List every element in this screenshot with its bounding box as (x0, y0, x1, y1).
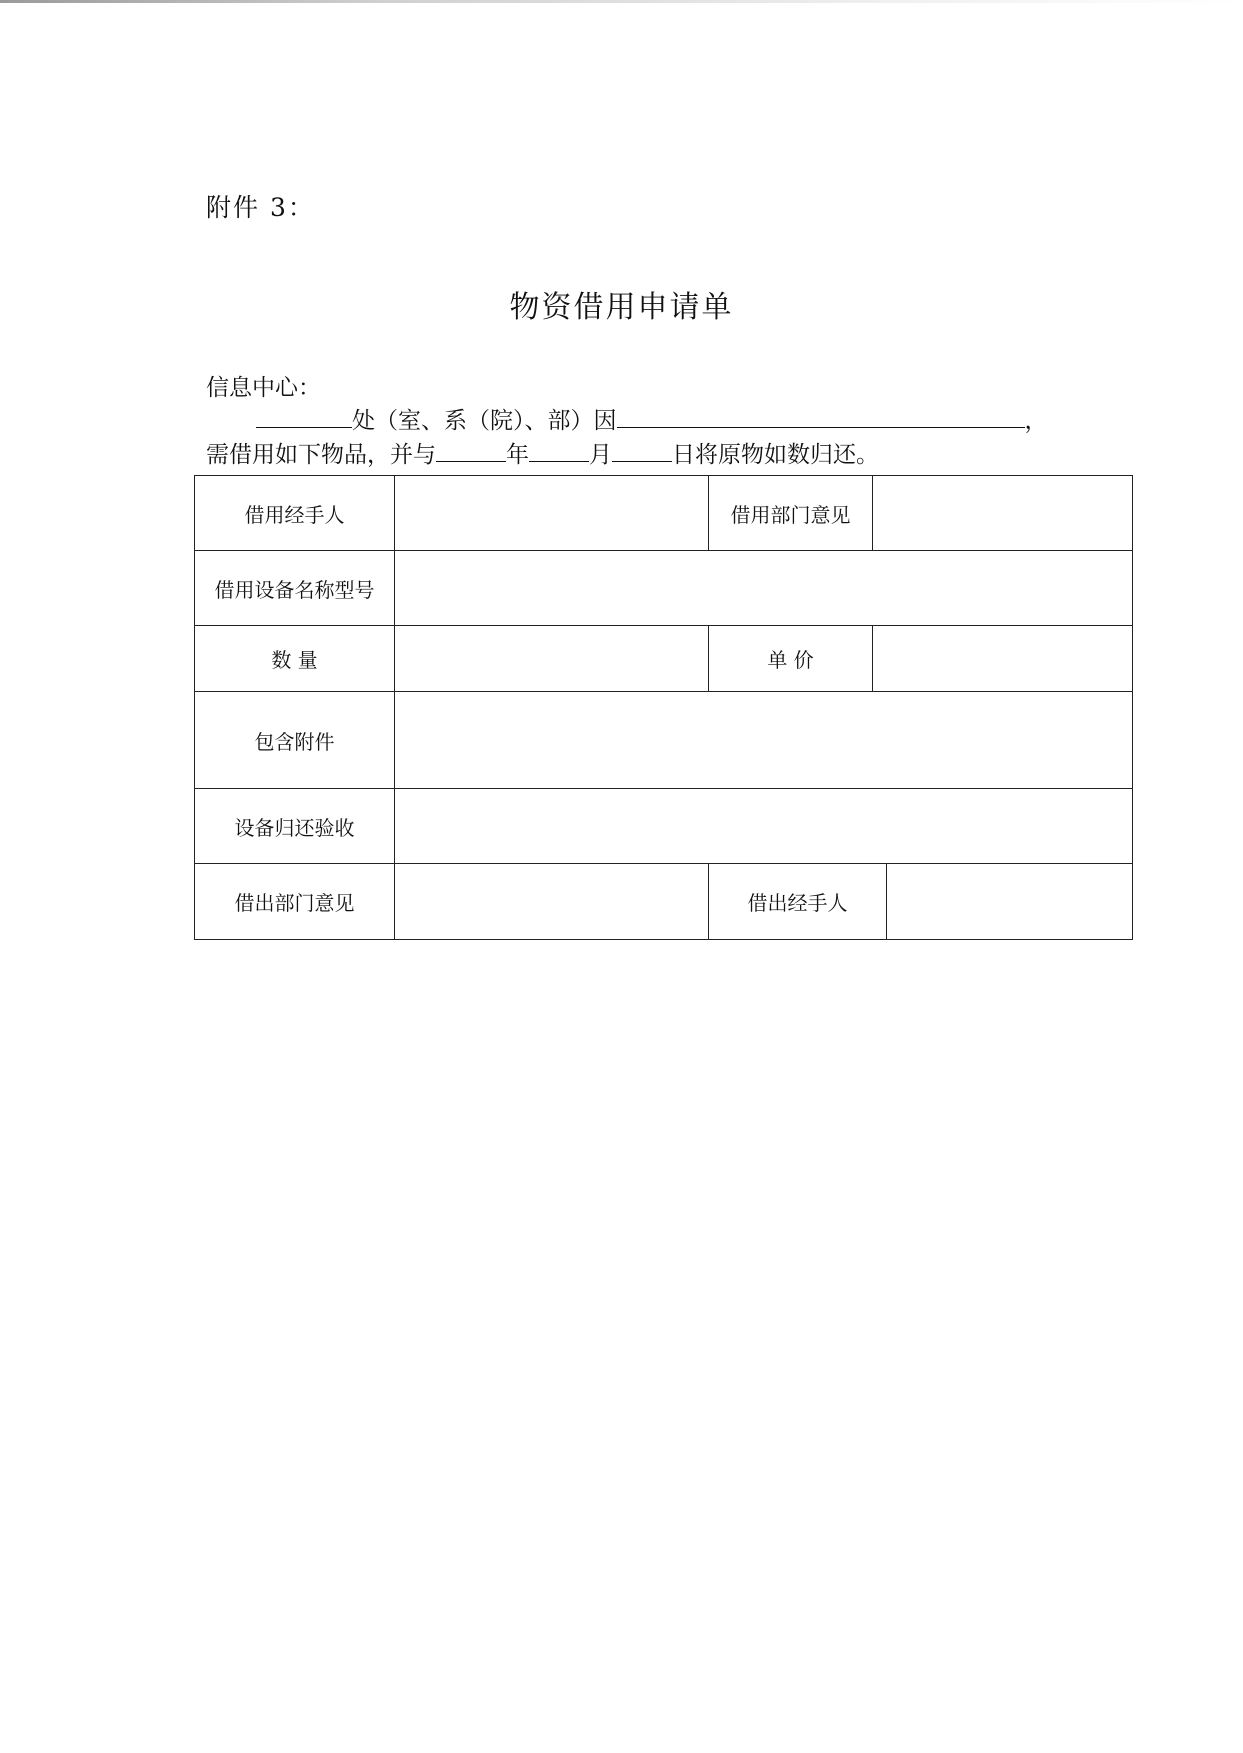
included-accessories-label: 包含附件 (195, 692, 395, 789)
included-accessories-field[interactable] (395, 692, 1133, 789)
month-blank[interactable] (529, 439, 589, 462)
borrower-handler-field[interactable] (395, 476, 709, 551)
addressee: 信息中心： (206, 375, 321, 401)
borrow-dept-opinion-field[interactable] (873, 476, 1133, 551)
department-blank[interactable] (256, 405, 352, 428)
return-acceptance-label: 设备归还验收 (195, 789, 395, 864)
table-row (195, 626, 1133, 692)
table-row (195, 789, 1133, 864)
lender-handler-label: 借出经手人 (709, 864, 887, 940)
quantity-label: 数 量 (195, 626, 395, 692)
return-suffix-text: 日将原物如数归还。 (672, 442, 879, 468)
year-text: 年 (506, 442, 529, 468)
lending-dept-opinion-field[interactable] (395, 864, 709, 940)
table-row (195, 692, 1133, 789)
unit-price-label: 单 价 (709, 626, 873, 692)
dept-suffix-text: 处（室、系（院）、部）因 (352, 408, 617, 434)
device-name-model-field[interactable] (395, 551, 1133, 626)
device-name-model-label: 借用设备名称型号 (195, 551, 395, 626)
attachment-label: 附件 3： (206, 193, 315, 222)
year-blank[interactable] (436, 439, 506, 462)
borrow-form-table (194, 475, 1133, 940)
quantity-field[interactable] (395, 626, 709, 692)
return-date-line (206, 436, 879, 469)
scan-edge-shadow (0, 0, 1243, 3)
page-title: 物资借用申请单 (509, 290, 734, 325)
borrow-dept-opinion-label: 借用部门意见 (709, 476, 873, 551)
reason-end-comma: ， (1024, 408, 1048, 434)
table-row (195, 551, 1133, 626)
table-row (195, 864, 1133, 940)
reason-blank[interactable] (617, 405, 1025, 428)
lending-dept-opinion-label: 借出部门意见 (195, 864, 395, 940)
unit-price-field[interactable] (873, 626, 1133, 692)
borrower-handler-label: 借用经手人 (195, 476, 395, 551)
table-row (195, 476, 1133, 551)
day-blank[interactable] (612, 439, 672, 462)
reason-line (256, 402, 1048, 435)
return-prefix-text: 需借用如下物品，并与 (206, 442, 436, 468)
lender-handler-field[interactable] (887, 864, 1133, 940)
month-text: 月 (589, 442, 612, 468)
return-acceptance-field[interactable] (395, 789, 1133, 864)
